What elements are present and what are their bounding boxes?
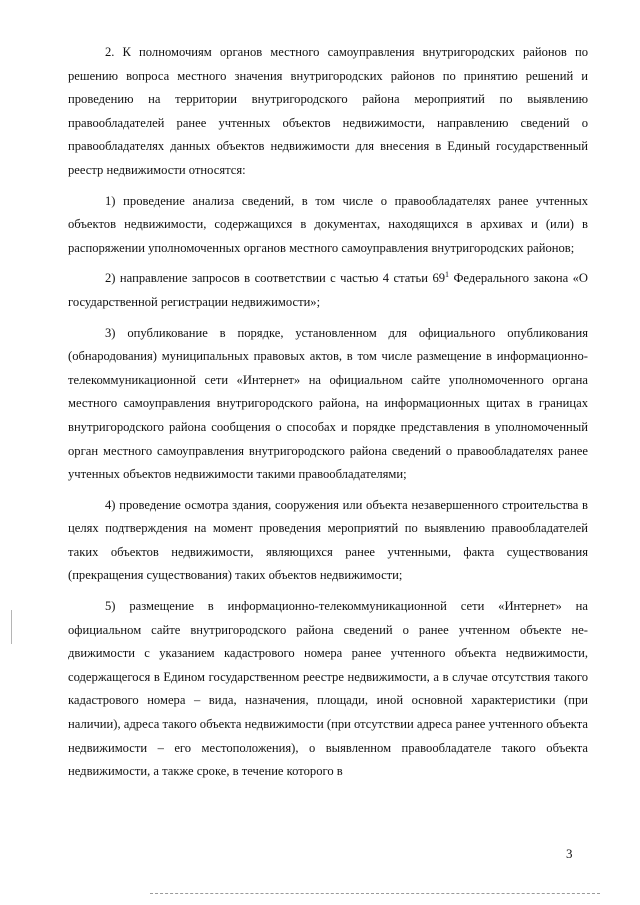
- paragraph-item-4: 4) проведение осмотра здания, сооружения или объекта незавершенного строительства в целях подтверждения на момент проведения мероприятий по выявлению правообладателей таких объектов недвижимости, являющихся ранее учтенными, факта существования (прекращения существования) таких объектов недвижимости;: [68, 497, 588, 583]
- item-2-superscript: 1: [445, 270, 450, 280]
- paragraph-item-3: 3) опубликование в порядке, установленном для официального опубликования (обнародования) муниципальных правовых актов, в том числе размещение в информационно-телекоммуникационной сети «Интернет» на официальном сайте уполномоченного органа местного самоуправления внутригородского района, на информационных щитах в границах внутригородского района сообщения о способах и порядке представления в уполномоченный орган местного самоуправления внутригородского района сведений о правообладателях ранее учтенных объектов недвижимости такими правообладателями;: [68, 325, 588, 482]
- scan-margin-mark: [11, 610, 12, 644]
- page-number: 3: [566, 846, 573, 861]
- paragraph-item-1: 1) проведение анализа сведений, в том числе о правообладателях ранее учтенных объектов недвижимости, содержащихся в документах, находящихся в архивах и (или) в распоряжении уполномоченных органов местного самоуправления внутригородских районов;: [68, 193, 588, 255]
- item-2-text-continued: Федерального закона «О государственной регистрации недвижимости»;: [68, 271, 588, 309]
- bottom-rule-divider: [150, 893, 600, 894]
- paragraph-intro: 2. К полномочиям органов местного самоуправления внутригородских районов по решению вопроса местного значения внутригородских районов по принятию решений и проведению на территории внутригородского района мероприятий по выявлению правообладателей ранее учтенных объектов недвижимости, направлению сведений о правообладателях данных объектов недвижимости для внесения в Единый государственный реестр недвижимости относятся:: [68, 45, 588, 177]
- item-2-text: 2) направление запросов в соответствии с частью 4 статьи 69: [105, 271, 446, 286]
- document-page: [68, 41, 588, 791]
- paragraph-item-2: [68, 267, 588, 314]
- paragraph-item-5: 5) размещение в информационно-телекоммуникационной сети «Интернет» на официальном сайте внутригородского района сведений о ранее учтенном объекте недвижимости с указанием кадастрового номера ранее учтенного объекта недвижимости, содержащегося в Едином государственном реестре недвижимости, а в случае отсутствия такого кадастрового номера – вида, назначения, площади, иной основной характеристики (при наличии), адреса такого объекта недвижимости (при отсутствии адреса ранее учтенного объекта недвижимости – его местоположения), о выявленном правообладателе такого объекта недвижимости, а также сроке, в течение которого в: [68, 599, 588, 779]
